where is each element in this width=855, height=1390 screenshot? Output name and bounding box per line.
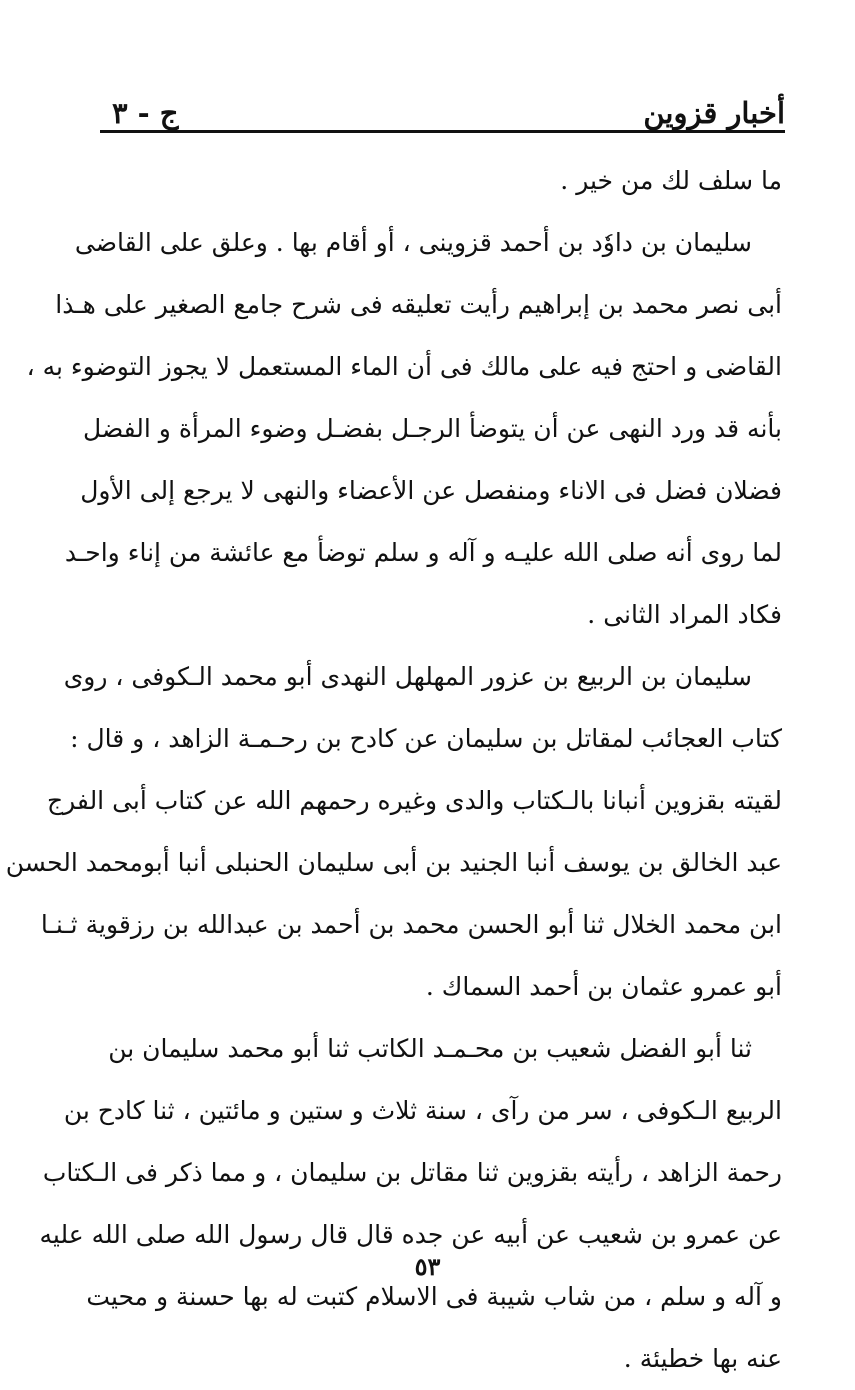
paragraph-4 <box>39 1018 782 1390</box>
text-line: الربيع الـكوفى ، سر من رآى ، سنة ثلاث و ستين و مائتين ، ثنا كادح بن <box>63 1096 782 1125</box>
text-line: ما سلف لك من خير . <box>560 166 782 195</box>
text-line: و آله و سلم ، من شاب شيبة فى الاسلام كتبت له بها حسنة و محيت <box>86 1282 782 1311</box>
text-line: عبد الخالق بن يوسف أنبا الجنيد بن أبى سليمان الحنبلى أنبا أبومحمد الحسن <box>5 848 782 877</box>
book-title: أخبار قزوين <box>643 96 785 130</box>
text-line: سليمان بن داوٗد بن أحمد قزوينى ، أو أقام بها . وعلق على القاضى <box>74 228 752 257</box>
text-line: عن عمرو بن شعيب عن أبيه عن جده قال قال رسول الله صلى الله عليه <box>39 1220 782 1249</box>
header-rule <box>100 130 785 133</box>
text-line: ابن محمد الخلال ثنا أبو الحسن محمد بن أحمد بن عبدالله بن رزقوية ثـنـا <box>40 910 782 939</box>
text-line: ثنا أبو الفضل شعيب بن محـمـد الكاتب ثنا أبو محمد سليمان بن <box>108 1034 752 1063</box>
paragraph-2 <box>26 212 782 646</box>
volume-number: ج - ٣ <box>112 96 179 130</box>
paragraph-1 <box>112 150 782 212</box>
text-line: رحمة الزاهد ، رأيته بقزوين ثنا مقاتل بن سليمان ، و مما ذكر فى الـكتاب <box>42 1158 782 1187</box>
text-line: كتاب العجائب لمقاتل بن سليمان عن كادح بن رحـمـة الزاهد ، و قال : <box>70 724 782 753</box>
text-line: بأنه قد ورد النهى عن أن يتوضأ الرجـل بفضـل وضوء المرأة و الفضل <box>83 414 782 443</box>
text-line: أبو عمرو عثمان بن أحمد السماك . <box>425 972 782 1001</box>
text-line: سليمان بن الربيع بن عزور المهلهل النهدى أبو محمد الـكوفى ، روى <box>63 662 752 691</box>
paragraph-3 <box>5 646 782 1018</box>
text-line: فكاد المراد الثانى . <box>587 600 782 629</box>
text-line: فضلان فضل فى الاناء ومنفصل عن الأعضاء والنهى لا يرجع إلى الأول <box>80 476 782 505</box>
page-number: ٥٣ <box>414 1252 441 1281</box>
text-line: القاضى و احتج فيه على مالك فى أن الماء المستعمل لا يجوز التوضوء به ، <box>26 352 782 381</box>
text-line: لما روى أنه صلى الله عليـه و آله و سلم توضأ مع عائشة من إناء واحـد <box>64 538 782 567</box>
body-text <box>5 150 782 1390</box>
text-line: لقيته بقزوين أنبانا بالـكتاب والدى وغيره رحمهم الله عن كتاب أبى الفرج <box>46 786 782 815</box>
text-line: أبى نصر محمد بن إبراهيم رأيت تعليقه فى شرح جامع الصغير على هـذا <box>55 290 782 319</box>
text-line: عنه بها خطيئة . <box>623 1344 782 1373</box>
